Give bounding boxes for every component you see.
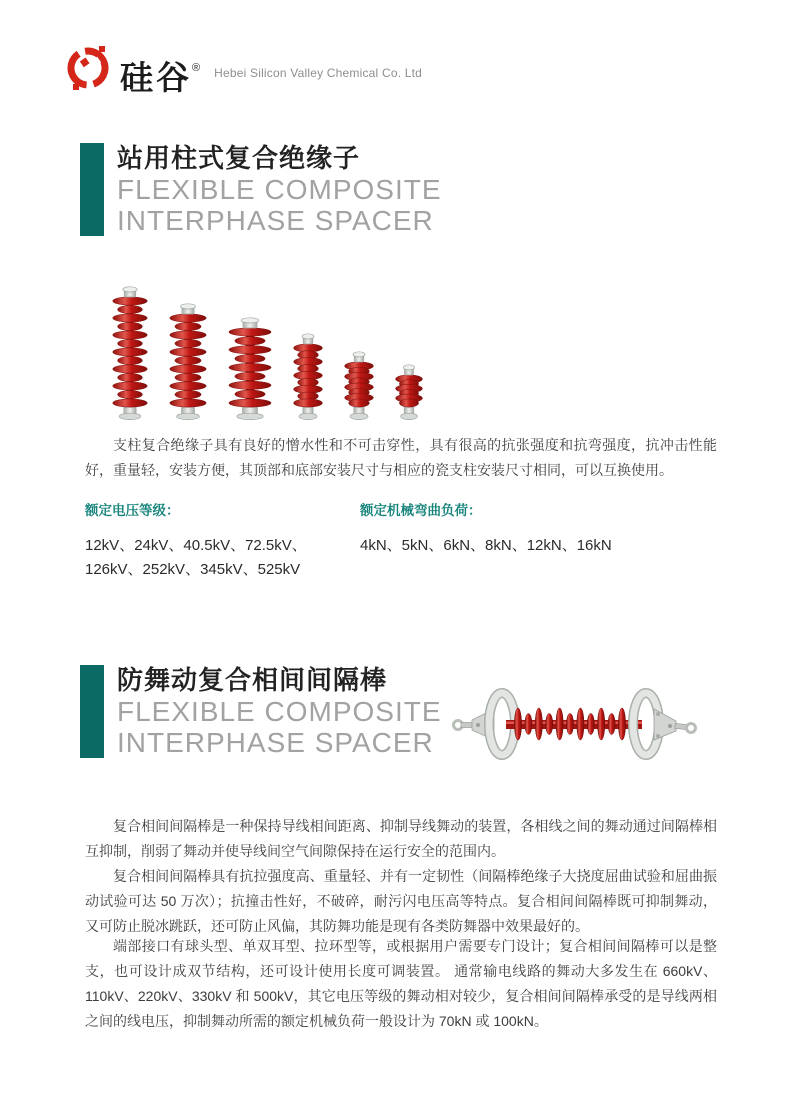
accent-bar [80,143,104,236]
section2-title-en-line1: FLEXIBLE COMPOSITE [117,696,442,727]
brand-name-cn: 硅谷® [120,59,201,96]
post-insulator-image [165,302,211,420]
section1-header [80,143,442,236]
section1-title-en-line2: INTERPHASE SPACER [117,205,434,236]
interphase-spacer-image [448,676,700,776]
post-insulator-image [391,363,427,420]
post-insulator-image [289,332,327,420]
section1-titles [117,143,442,236]
section2-title-cn: 防舞动复合相间间隔棒 [117,665,388,695]
post-insulator-image [340,350,378,420]
section2-paragraph-1: 复合相间间隔棒是一种保持导线相间距离、抑制导线舞动的装置，各相线之间的舞动通过间隔棒相互抑制，削弱了舞动并使导线间空气间隙保持在运行安全的范围内。 [85,818,717,859]
registered-mark: ® [192,62,201,74]
section1-title-cn: 站用柱式复合绝缘子 [117,143,361,173]
post-insulator-row [108,283,427,420]
rated-voltage-column [85,499,360,582]
section2-header [80,665,442,758]
post-insulator-image [224,316,276,420]
section2-paragraph-3: 端部接口有球头型、单双耳型、拉环型等，或根据用户需要专门设计；复合相间间隔棒可以是整支，也可设计成双节结构，还可设计使用长度可调装置。 通常输电线路的舞动大多发生在 660kV、110kV、220kV、330kV 和 500kV，其它电压等级的舞动相对较少，复合相间间隔棒承受的是导线两相之间的线电压，抑制舞动所需的额定机械负荷一般设计为 70kN 或 100kN。 [85,938,717,1029]
rated-voltage-label: 额定电压等级： [85,503,180,518]
accent-bar [80,665,104,758]
section2-paragraph-2: 复合相间间隔棒具有抗拉强度高、重量轻、并有一定韧性（间隔棒绝缘子大挠度屈曲试验和屈曲振动试验可达 50 万次）；抗撞击性好，不破碎，耐污闪电压高等特点。复合相间间隔棒既可抑制舞动，又可防止脱冰跳跃，还可防止风偏，其防舞功能是现有各类防舞器中效果最好的。 [85,868,717,934]
brand-header [66,42,422,104]
rated-load-values: 4kN、5kN、6kN、8kN、12kN、16kN [360,537,612,554]
section1-description: 支柱复合绝缘子具有良好的憎水性和不可击穿性，具有很高的抗张强度和抗弯强度，抗冲击性能好，重量轻，安装方便，其顶部和底部安装尺寸与相应的瓷支柱安装尺寸相同，可以互换使用。 [85,437,717,478]
company-name-en: Hebei Silicon Valley Chemical Co. Ltd [214,66,423,80]
section2-title-en-line2: INTERPHASE SPACER [117,727,434,758]
spec-columns [85,499,635,582]
rated-load-label: 额定机械弯曲负荷： [360,503,482,518]
rated-load-column [360,499,635,582]
section1-title-en-line1: FLEXIBLE COMPOSITE [117,174,442,205]
post-insulator-image [108,285,152,420]
section2-titles [117,665,442,758]
rated-voltage-values: 12kV、24kV、40.5kV、72.5kV、 126kV、252kV、345kV、525kV [85,537,307,578]
brand-logo-icon [66,42,112,94]
